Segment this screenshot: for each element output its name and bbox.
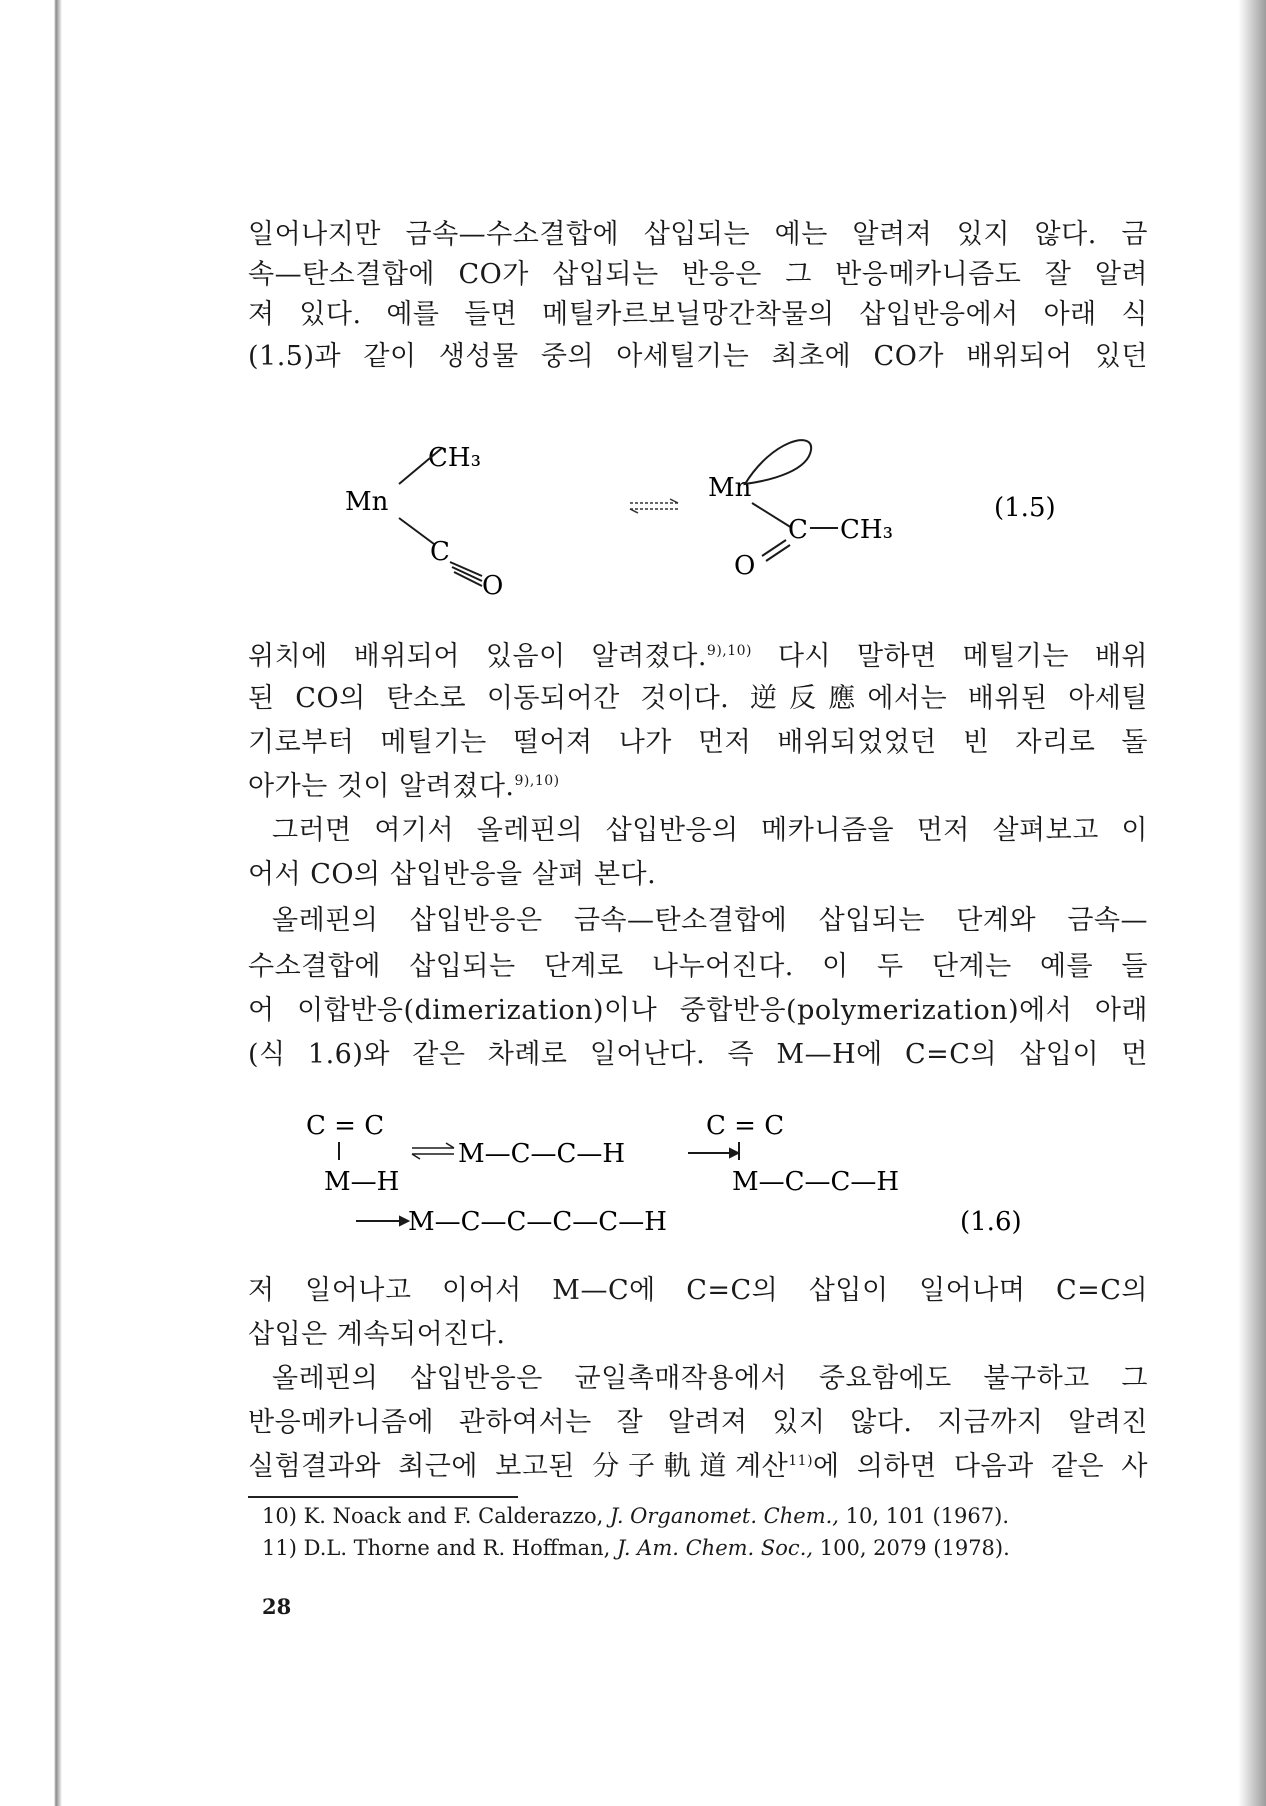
footnote xyxy=(262,1504,1009,1528)
text-span: 위치에 배위되어 있음이 알려졌다. xyxy=(248,641,707,672)
text-line: (1.5)과 같이 생성물 중의 아세틸기는 최초에 CO가 배위되어 있던 xyxy=(248,341,1148,372)
eq16-cc-right: C = C xyxy=(706,1111,785,1141)
equation-1-6 xyxy=(62,0,1238,1260)
page-edge-shadow xyxy=(1238,0,1266,1806)
text-line: 삽입은 계속되어진다. xyxy=(248,1319,506,1350)
eq15-right-c: C xyxy=(788,515,808,545)
footnote-journal: J. Organomet. Chem., xyxy=(610,1504,839,1528)
page-number: 28 xyxy=(262,1594,292,1619)
eq16-mcch: M—C—C—H xyxy=(732,1167,900,1197)
text-line: (식 1.6)와 같은 차례로 일어난다. 즉 M—H에 C=C의 삽입이 먼 xyxy=(248,1039,1148,1070)
text-line: 올레핀의 삽입반응은 균일촉매작용에서 중요함에도 불구하고 그 xyxy=(272,1363,1148,1394)
eq16-arrow xyxy=(688,1149,738,1157)
text-line: 일어나지만 금속—수소결합에 삽입되는 예는 알려져 있지 않다. 금 xyxy=(248,219,1148,250)
text-line: 올레핀의 삽입반응은 금속—탄소결합에 삽입되는 단계와 금속— xyxy=(272,905,1148,936)
eq15-right-ch3: CH₃ xyxy=(840,515,893,545)
text-line: 어서 CO의 삽입반응을 살펴 본다. xyxy=(248,859,657,890)
text-span: 다시 말하면 메틸기는 배위 xyxy=(752,641,1149,672)
footnote-number: 11) xyxy=(262,1536,297,1560)
text-line: 져 있다. 예를 들면 메틸카르보닐망간착물의 삽입반응에서 아래 식 xyxy=(248,299,1148,330)
eq15-left-mn: Mn xyxy=(345,487,389,517)
equation-label-1-6: (1.6) xyxy=(960,1207,1022,1237)
equation-label-1-5: (1.5) xyxy=(994,493,1056,523)
text-line: 저 일어나고 이어서 M—C에 C=C의 삽입이 일어나며 C=C의 xyxy=(248,1275,1148,1306)
text-line: 기로부터 메틸기는 떨어져 나가 먼저 배위되었었던 빈 자리로 돌 xyxy=(248,727,1148,758)
eq16-arrow xyxy=(356,1217,408,1225)
eq16-cc-left: C = C xyxy=(306,1111,385,1141)
citation: 11) xyxy=(788,1453,814,1469)
eq15-left-ch3: CH₃ xyxy=(428,443,481,473)
footnote-authors: K. Noack and F. Calderazzo, xyxy=(303,1504,604,1528)
text-span: 아가는 것이 알려졌다. xyxy=(248,771,515,802)
text-line: 어 이합반응(dimerization)이나 중합반응(polymerization)에서 아래 xyxy=(248,995,1148,1026)
text-span: 실험결과와 최근에 보고된 分子軌道계산 xyxy=(248,1451,789,1482)
eq15-right-mn: Mn xyxy=(708,473,752,503)
eq15-left-o: O xyxy=(482,571,504,601)
text-line: 된 CO의 탄소로 이동되어간 것이다. 逆反應에서는 배위된 아세틸 xyxy=(248,683,1148,714)
text-span: 에 의하면 다음과 같은 사 xyxy=(813,1451,1148,1482)
footnote xyxy=(262,1536,1010,1560)
text-line: 수소결합에 삽입되는 단계로 나누어진다. 이 두 단계는 예를 들 xyxy=(248,951,1148,982)
eq16-bottom: M—C—C—C—C—H xyxy=(408,1207,667,1237)
footnote-rest: 100, 2079 (1978). xyxy=(819,1536,1010,1560)
text-line: 속—탄소결합에 CO가 삽입되는 반응은 그 반응메카니즘도 잘 알려 xyxy=(248,259,1148,290)
footnote-rest: 10, 101 (1967). xyxy=(845,1504,1010,1528)
footnote-number: 10) xyxy=(262,1504,297,1528)
book-page xyxy=(62,0,1238,1806)
eq16-mh: M—H xyxy=(324,1167,400,1197)
eq15-right-o: O xyxy=(734,551,756,581)
text-line: 반응메카니즘에 관하여서는 잘 알려져 있지 않다. 지금까지 알려진 xyxy=(248,1407,1148,1438)
citation: 9),10) xyxy=(706,643,753,659)
eq15-left-c: C xyxy=(430,537,450,567)
footnote-rule xyxy=(248,1496,518,1498)
text-line: 그러면 여기서 올레핀의 삽입반응의 메카니즘을 먼저 살펴보고 이 xyxy=(272,815,1148,846)
text-line xyxy=(248,1450,1148,1484)
eq16-equilibrium-arrow xyxy=(412,1143,454,1159)
book-gutter-shadow xyxy=(0,0,62,1806)
eq16-middle: M—C—C—H xyxy=(458,1139,626,1169)
footnote-authors: D.L. Thorne and R. Hoffman, xyxy=(303,1536,611,1560)
citation: 9),10) xyxy=(514,773,560,789)
footnote-journal: J. Am. Chem. Soc., xyxy=(617,1536,814,1560)
